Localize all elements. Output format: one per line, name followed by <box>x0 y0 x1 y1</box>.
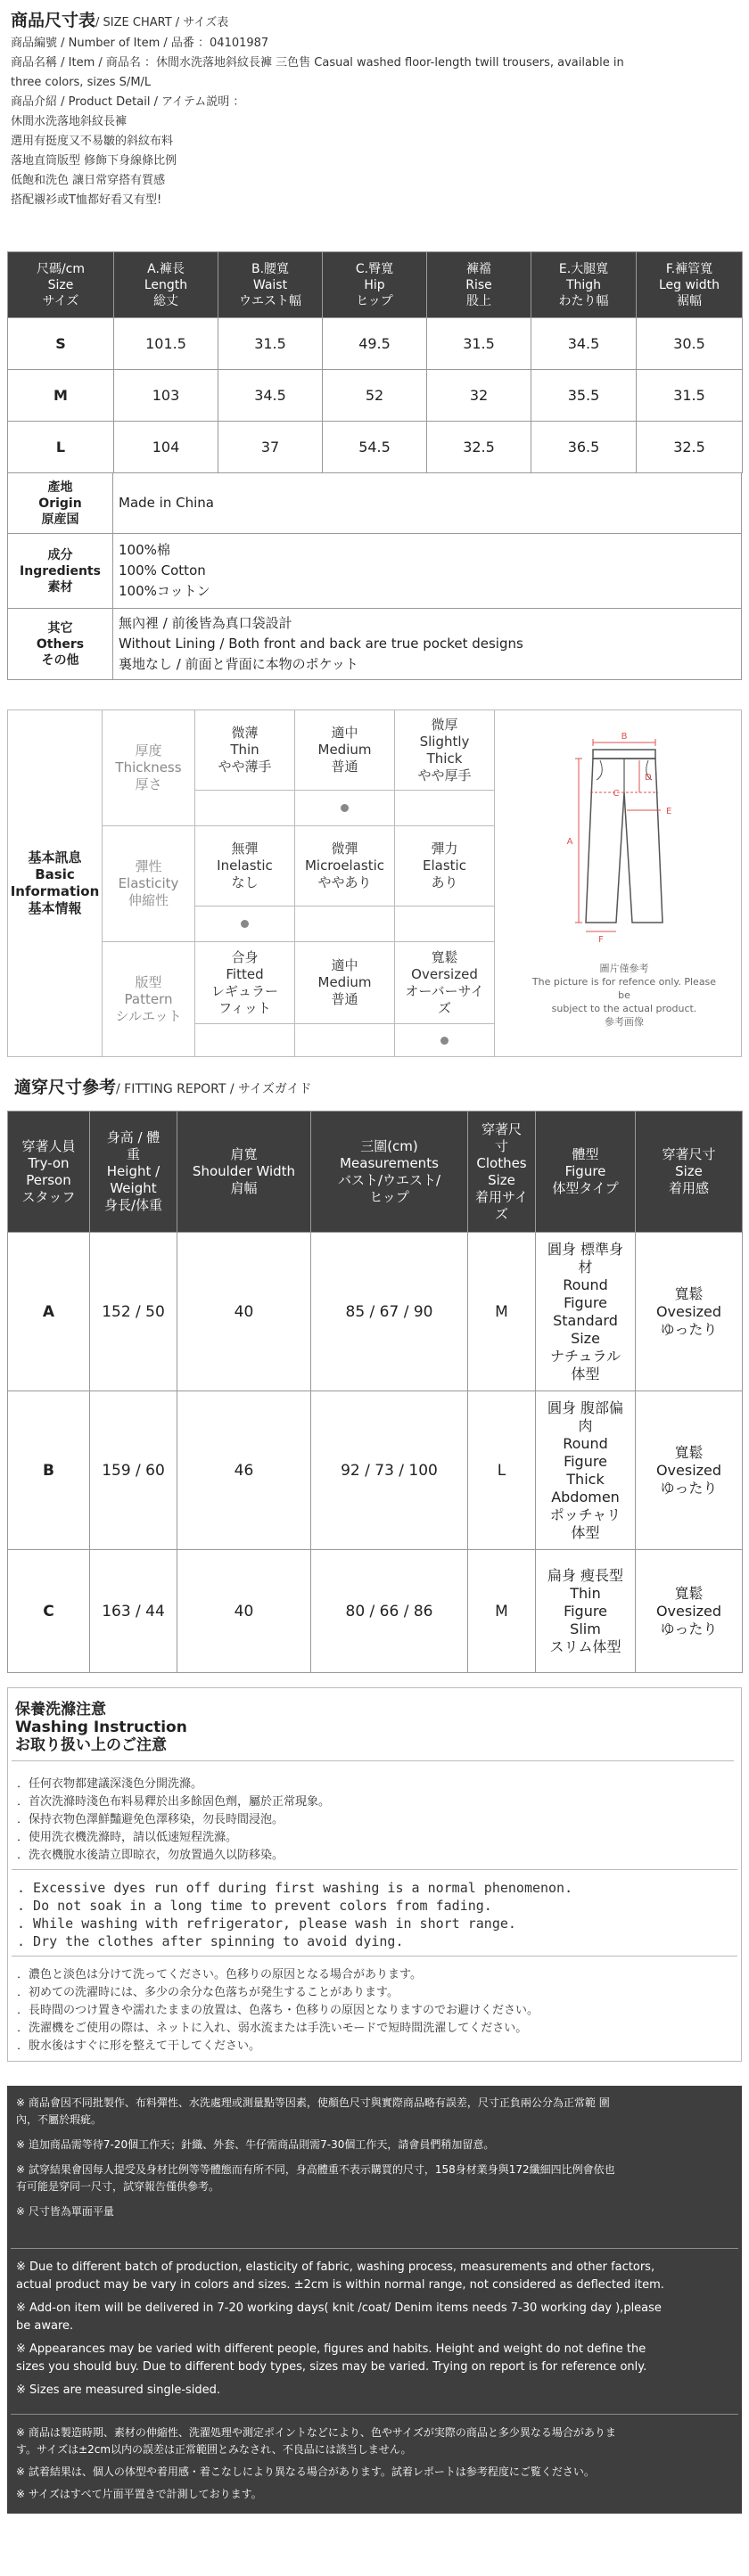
list-item: ．脫水後はすぐに形を整えて干してください。 <box>17 2039 261 2053</box>
list-item: 有可能是穿同一尺寸，試穿報告僅供參考。 <box>16 2180 220 2193</box>
table-row <box>8 370 743 422</box>
table-cell: 52 <box>323 370 427 422</box>
table-cell: 34.5 <box>531 318 637 370</box>
list-item: ．長時間のつけ置きや濡れたままの放置は、色落ち・色移りの原因となりますのでお避けください。 <box>17 2004 539 2017</box>
figure-cell: 圓身 標準身 材 Round Figure Standard Size ナチュラル 体型 <box>536 1233 636 1391</box>
table-cell: 32 <box>427 370 531 422</box>
col-header-figure: 體型 Figure 体型タイプ <box>536 1112 636 1233</box>
table-row <box>8 422 743 473</box>
list-item: ※ 商品は製造時期、素材の伸縮性、洗濯処理や測定ポイントなどにより、色やサイズが実際の商品と多少異なる場合がありま <box>16 2426 616 2439</box>
list-item: . While washing with refrigerator, please wash in short range. <box>17 1916 516 1932</box>
table-cell: 30.5 <box>637 318 743 370</box>
pattern-indicator <box>295 1024 395 1056</box>
notice-ja-list <box>16 2424 733 2503</box>
diagram-label-a: A <box>566 837 573 847</box>
others-row <box>8 609 742 680</box>
feel-cell: 寬鬆 Ovesized ゆったり <box>636 1233 743 1391</box>
product-detail-line: 搭配襯衫或T恤都好看又有型! <box>11 193 162 207</box>
diagram-label-e: E <box>666 807 672 816</box>
origin-row <box>8 473 742 534</box>
thickness-option-thin: 微薄 Thin やや薄手 <box>195 710 295 791</box>
product-detail-line: 休閒水洗落地斜紋長褲 <box>11 115 128 128</box>
list-item: ．洗濯機をご使用の際は、ネットに入れ、弱水流または手洗いモードで短時間洗濯してください。 <box>17 2022 528 2035</box>
elasticity-indicator <box>295 907 395 942</box>
others-value: 無內裡 / 前後皆為真口袋設計 Without Lining / Both front and back are true pocket designs 裏地なし / 前面と背面に本物のポケット <box>113 609 742 680</box>
table-cell: 152 / 50 <box>90 1233 177 1391</box>
size-label: L <box>8 422 114 473</box>
table-cell: L <box>468 1391 536 1550</box>
elasticity-option-elastic: 彈力 Elastic あり <box>395 826 495 907</box>
notice-zh-list <box>16 2095 733 2220</box>
elasticity-label: 彈性 Elasticity 伸縮性 <box>103 826 195 942</box>
table-cell: 34.5 <box>218 370 323 422</box>
pattern-indicator <box>395 1024 495 1056</box>
list-item: ．初めての洗濯時には、多少の余分な色落ちが発生することがあります。 <box>17 1986 399 1999</box>
size-chart-header-row <box>8 252 743 318</box>
ingredients-value: 100%棉 100% Cotton 100%コットン <box>113 534 742 609</box>
col-header-shoulder: 肩寬 Shoulder Width 肩幅 <box>177 1112 311 1233</box>
ingredients-row <box>8 534 742 609</box>
figure-cell: 圓身 腹部偏 肉 Round Figure Thick Abdomen ポッチャリ 体型 <box>536 1391 636 1550</box>
elasticity-option-inelastic: 無彈 Inelastic なし <box>195 826 295 907</box>
list-item: ．使用洗衣機洗滌時，請以低速短程洗滌。 <box>17 1831 238 1844</box>
product-detail-line: 落地直筒版型 修飾下身線條比例 <box>11 154 177 168</box>
table-row <box>8 1233 743 1391</box>
list-item: actual product may be vary in colors and sizes. ±2cm is within normal range, not considered as deflected item. <box>16 2278 664 2292</box>
product-detail-line: 選用有挺度又不易皺的斜紋布料 <box>11 135 174 148</box>
list-item: ※ 商品會因不同批製作、布料彈性、水洗處理或測量點等因素，使顏色尺寸與實際商品略有誤差，尺寸正負兩公分為正常範 圍 <box>16 2096 610 2109</box>
thickness-label: 厚度 Thickness 厚さ <box>103 710 195 826</box>
table-cell: 32.5 <box>427 422 531 473</box>
col-header-height-weight: 身高 / 體 重 Height / Weight 身長/体重 <box>90 1112 177 1233</box>
col-header-rise: 褲襠 Rise 股上 <box>427 252 531 318</box>
col-header-clothes-size: 穿著尺 寸 Clothes Size 着用サイ ズ <box>468 1112 536 1233</box>
list-item: す。サイズは±2cm以内の誤差は正常範囲とみなされ、不良品には該当しません。 <box>16 2443 412 2456</box>
figure-cell: 扁身 瘦長型 Thin Figure Slim スリム体型 <box>536 1550 636 1673</box>
col-header-length: A.褲長 Length 総丈 <box>114 252 218 318</box>
divider <box>11 2414 738 2415</box>
selected-dot-icon <box>341 804 349 812</box>
table-row <box>8 318 743 370</box>
item-name: 商品名稱 / Item / 商品名 ：休閒水洗落地斜紋長褲 三色售 Casual washed floor-length twill trousers, available in <box>11 56 624 70</box>
origin-label: 產地 Origin 原産国 <box>8 473 113 534</box>
person-label: C <box>8 1550 90 1673</box>
table-cell: M <box>468 1550 536 1673</box>
diagram-label-b: B <box>621 732 628 742</box>
pattern-option-fitted: 合身 Fitted レギュラー フィット <box>195 942 295 1024</box>
table-cell: 31.5 <box>637 370 743 422</box>
table-cell: M <box>468 1233 536 1391</box>
table-row <box>8 1550 743 1673</box>
table-cell: 85 / 67 / 90 <box>311 1233 468 1391</box>
ingredients-label: 成分 Ingredients 素材 <box>8 534 113 609</box>
col-header-feel: 穿著尺寸 Size 着用感 <box>636 1112 743 1233</box>
diagram-caption: 圖片僅參考 The picture is for refence only. Please be subject to the actual product. 參考画像 <box>531 963 717 1028</box>
pants-diagram <box>507 710 741 1056</box>
size-chart-table <box>7 251 743 473</box>
pattern-option-oversized: 寬鬆 Oversized オーバーサイ ズ <box>395 942 495 1024</box>
list-item: . Excessive dyes run off during first washing is a normal phenomenon. <box>17 1880 573 1896</box>
person-label: B <box>8 1391 90 1550</box>
table-cell: 31.5 <box>218 318 323 370</box>
list-item: ※ Due to different batch of production, elasticity of fabric, washing process, measurements and other factors, <box>16 2260 655 2274</box>
feel-cell: 寬鬆 Ovesized ゆったり <box>636 1550 743 1673</box>
col-header-measurements: 三圍(cm) Measurements バスト/ウエスト/ ヒップ <box>311 1112 468 1233</box>
divider <box>12 1869 737 1870</box>
basic-info-label: 基本訊息 Basic Information 基本情報 <box>8 710 103 1056</box>
list-item: ．濃色と淡色は分けて洗ってください。色移りの原因となる場合があります。 <box>17 1968 422 1981</box>
col-header-waist: B.腰寬 Waist ウエスト幅 <box>218 252 323 318</box>
table-cell: 40 <box>177 1550 311 1673</box>
washing-instruction-title: 保養洗滌注意 Washing Instruction お取り扱い上のご注意 <box>12 1694 734 1761</box>
diagram-label-f: F <box>598 935 604 945</box>
washing-zh-list <box>17 1776 730 1865</box>
list-item: ．洗衣機脫水後請立即晾衣，勿放置過久以防移染。 <box>17 1849 284 1862</box>
list-item: ※ 試着結果は、個人の体型や着用感・着こなしにより異なる場合があります。試着レポートは参考程度にご覧ください。 <box>16 2465 595 2478</box>
col-header-thigh: E.大腿寬 Thigh わたり幅 <box>531 252 637 318</box>
divider <box>11 2248 738 2249</box>
table-cell: 54.5 <box>323 422 427 473</box>
table-row <box>8 1391 743 1550</box>
table-cell: 80 / 66 / 86 <box>311 1550 468 1673</box>
person-label: A <box>8 1233 90 1391</box>
washing-instruction-panel <box>7 1687 742 2062</box>
washing-en-list <box>17 1879 730 1950</box>
selected-dot-icon <box>241 920 249 928</box>
col-header-size: 尺碼/cm Size サイズ <box>8 252 114 318</box>
product-detail-label: 商品介紹 / Product Detail / アイテム説明 ： <box>11 95 245 109</box>
washing-ja-list <box>17 1966 730 2055</box>
feel-cell: 寬鬆 Ovesized ゆったり <box>636 1391 743 1550</box>
list-item: . Dry the clothes after spinning to avoid dying. <box>17 1933 404 1949</box>
elasticity-indicator <box>395 907 495 942</box>
size-label: M <box>8 370 114 422</box>
table-cell: 92 / 73 / 100 <box>311 1391 468 1550</box>
table-cell: 36.5 <box>531 422 637 473</box>
elasticity-row <box>103 826 506 942</box>
fitting-header-row <box>8 1112 743 1233</box>
table-cell: 35.5 <box>531 370 637 422</box>
table-cell: 31.5 <box>427 318 531 370</box>
table-cell: 32.5 <box>637 422 743 473</box>
table-cell: 103 <box>114 370 218 422</box>
table-cell: 49.5 <box>323 318 427 370</box>
list-item: ※ 尺寸皆為單面平量 <box>16 2205 114 2218</box>
table-cell: 46 <box>177 1391 311 1550</box>
pattern-row <box>103 942 506 1056</box>
thickness-option-medium: 適中 Medium 普通 <box>295 710 395 791</box>
list-item: . Do not soak in a long time to prevent colors from fading. <box>17 1898 492 1914</box>
product-info <box>11 7 738 210</box>
thickness-row <box>103 710 506 826</box>
elasticity-indicator <box>195 907 295 942</box>
table-cell: 159 / 60 <box>90 1391 177 1550</box>
item-number: 商品編號 / Number of Item / 品番 ：04101987 <box>11 37 269 50</box>
list-item: 內，不屬於瑕疵。 <box>16 2113 103 2126</box>
pattern-option-medium: 適中 Medium 普通 <box>295 942 395 1024</box>
table-cell: 37 <box>218 422 323 473</box>
elasticity-option-micro: 微彈 Microelastic ややあり <box>295 826 395 907</box>
thickness-indicator <box>295 791 395 826</box>
notice-panel <box>7 2086 742 2514</box>
divider <box>12 1956 737 1957</box>
basic-info-panel <box>7 710 742 1057</box>
list-item: ※ Add-on item will be delivered in 7-20 working days( knit /coat/ Denim items needs 7-30 working day ),please <box>16 2301 662 2315</box>
origin-value: Made in China <box>113 473 742 534</box>
table-cell: 101.5 <box>114 318 218 370</box>
list-item: ※ 追加商品需等待7-20個工作天；針織、外套、牛仔需商品則需7-30個工作天，請會員們稍加留意。 <box>16 2138 495 2151</box>
thickness-option-thick: 微厚 Slightly Thick やや厚手 <box>395 710 495 791</box>
list-item: sizes you should buy. Due to different body types, sizes may be varied. Trying on report is for reference only. <box>16 2360 647 2374</box>
pattern-indicator <box>195 1024 295 1056</box>
diagram-label-d: D <box>645 773 652 783</box>
col-header-hip: C.臀寬 Hip ヒップ <box>323 252 427 318</box>
list-item: ．任何衣物都建議深淺色分開洗滌。 <box>17 1777 203 1791</box>
list-item: ．首次洗滌時淺色布料易釋於出多餘固色劑，屬於正常現象。 <box>17 1795 331 1809</box>
list-item: ※ 試穿結果會因每人提受及身材比例等等體態而有所不同，身高體重不表示購買的尺寸，158身材業身與172纖細四比例會依也 <box>16 2163 615 2176</box>
table-cell: 163 / 44 <box>90 1550 177 1673</box>
material-table <box>7 472 742 680</box>
diagram-label-c: C <box>613 789 620 799</box>
table-cell: 104 <box>114 422 218 473</box>
thickness-indicator <box>395 791 495 826</box>
thickness-indicator <box>195 791 295 826</box>
others-label: 其它 Others その他 <box>8 609 113 680</box>
list-item: ※ Appearances may be varied with different people, figures and habits. Height and weight do not define the <box>16 2342 646 2356</box>
product-detail-line: 低飽和洗色 讓日常穿搭有質感 <box>11 174 166 187</box>
pattern-label: 版型 Pattern シルエット <box>103 942 195 1056</box>
list-item: ※ Sizes are measured single-sided. <box>16 2383 221 2397</box>
fitting-report-title: 適穿尺寸參考 / FITTING REPORT / サイズガイド <box>14 1078 312 1097</box>
item-name-cont: three colors, sizes S/M/L <box>11 76 152 89</box>
notice-en-list <box>16 2259 733 2400</box>
size-label: S <box>8 318 114 370</box>
list-item: be aware. <box>16 2319 74 2333</box>
list-item: ※ サイズはすべて片面平置きで計測しております。 <box>16 2488 262 2500</box>
size-chart-title: 商品尺寸表 / SIZE CHART / サイズ表 <box>11 11 229 30</box>
fitting-report-table <box>7 1111 743 1673</box>
table-cell: 40 <box>177 1233 311 1391</box>
col-header-leg-width: F.褲管寬 Leg width 裾幅 <box>637 252 743 318</box>
col-header-person: 穿著人員 Try-on Person スタッフ <box>8 1112 90 1233</box>
selected-dot-icon <box>440 1037 449 1045</box>
list-item: ．保持衣物色澤鮮豔避免色澤移染，勿長時間浸泡。 <box>17 1813 284 1826</box>
